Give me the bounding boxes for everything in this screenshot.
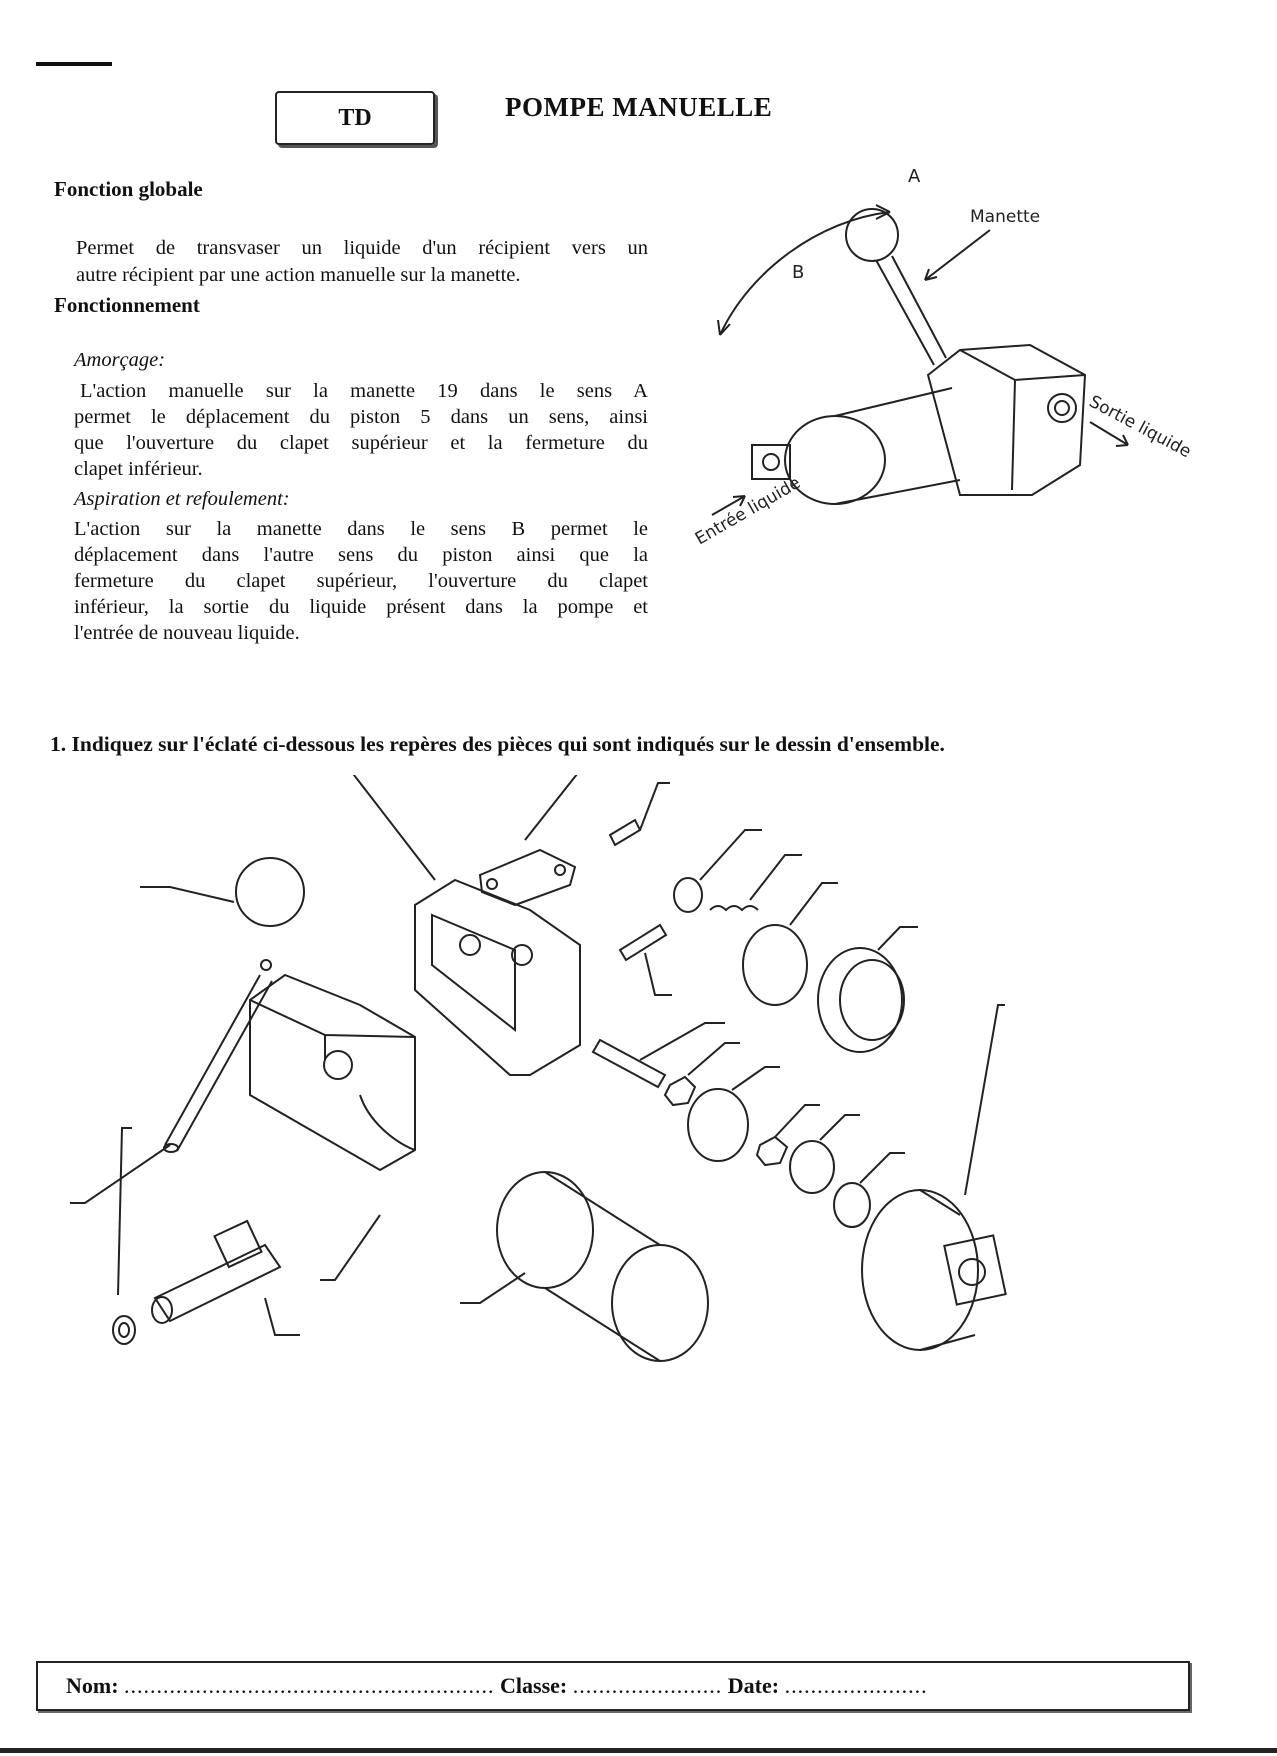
td-badge: TD [275,91,435,145]
amorcage-line: permet le déplacement du piston 5 dans un sens, ainsi [74,406,648,428]
bottom-rule [0,1748,1277,1753]
part-washer-left-hole [119,1323,129,1337]
part-end-cap-sides [920,1190,975,1350]
part-link-plate-hole [487,879,497,889]
outlet-port [1048,394,1076,422]
part-axle [155,1245,280,1321]
part-left-cover-edges [250,1000,415,1060]
fonction-globale-heading: Fonction globale [54,177,203,201]
amorcage-paragraph [74,378,648,482]
part-end-cap-hole [959,1259,985,1285]
label-manette: Manette [970,207,1041,227]
aspiration-line: inférieur, la sortie du liquide présent dans la pompe et [74,596,648,618]
aspiration-line: L'action sur la manette dans le sens B permet le [74,518,648,540]
part-spring [710,906,758,910]
part-left-cover-cutout [360,1095,415,1150]
leader-small-disc [860,1153,905,1183]
leader-nut [688,1043,740,1075]
part-pump-frame [415,880,580,1075]
aspiration-line: l'entrée de nouveau liquide. [74,622,300,644]
classe-field[interactable]: ....................... [572,1673,723,1698]
leader-circlip [820,1115,860,1140]
manette-leader [925,230,990,280]
part-small-disc [834,1183,870,1227]
part-lever-rod [165,975,272,1151]
leader-ball [140,887,234,902]
pump-body [928,345,1085,495]
leader-nut-2 [775,1105,820,1137]
leader-spring [750,855,802,900]
part-tube-sides [545,1172,660,1361]
cylinder-sides [835,388,960,504]
part-washer [674,878,702,912]
part-pump-frame-hole [460,935,480,955]
part-pump-frame-window [432,915,515,1030]
leader-pin-small [640,783,670,830]
fonctionnement-heading: Fonctionnement [54,293,200,317]
nom-field[interactable]: ......................................................... [124,1673,495,1698]
leader-pump-frame [280,775,435,880]
leader-axle [265,1298,300,1335]
leader-washer [700,830,762,880]
part-end-cap [862,1190,978,1350]
leader-tube [460,1273,525,1303]
leader-disc [732,1067,780,1090]
leader-screw [645,953,672,995]
part-ball [236,858,304,926]
leader-washer-left [118,1128,132,1295]
part-lever-rod-tip [261,960,271,970]
label-sortie: Sortie liquide [1085,391,1195,463]
part-pin-small [610,820,640,845]
part-nut-2 [757,1137,787,1165]
fonction-globale-line1: Permet de transvaser un liquide d'un récipient vers un [76,237,648,259]
part-tube-end [612,1245,708,1361]
handle-ball [846,209,898,261]
corner-dash [36,62,112,66]
nom-label: Nom: [66,1673,119,1698]
part-circlip [790,1141,834,1193]
amorcage-line: L'action manuelle sur la manette 19 dans le sens A [80,380,648,402]
aspiration-title: Aspiration et refoulement: [74,488,290,510]
exploded-view-figure [60,775,1210,1485]
date-field[interactable]: ...................... [784,1673,928,1698]
fonction-globale-line2: autre récipient par une action manuelle sur la manette. [76,264,521,286]
amorcage-line: que l'ouverture du clapet supérieur et la fermeture du [74,432,648,454]
part-left-cover-hole [324,1051,352,1079]
leader-o-ring [790,883,838,925]
label-entree: Entrée liquide [691,472,805,550]
part-link-plate [480,850,575,905]
part-disc [688,1089,748,1161]
part-link-plate-hole2 [555,865,565,875]
part-washer-left [113,1316,135,1344]
aspiration-line: déplacement dans l'autre sens du piston ainsi que la [74,544,648,566]
inlet-plug-hole [763,454,779,470]
leader-piston [878,927,918,950]
part-nut [665,1077,695,1105]
student-info-row [66,1673,928,1699]
part-o-ring [743,925,807,1005]
part-left-cover [250,975,415,1170]
amorcage-line: clapet inférieur. [74,458,203,480]
date-label: Date: [727,1673,780,1698]
pump-body-edges [960,350,1085,490]
part-axle-collar [215,1221,262,1267]
part-piston-face [840,960,904,1040]
rotation-arc [720,212,890,335]
aspiration-paragraph [74,516,648,646]
aspiration-line: fermeture du clapet supérieur, l'ouverture du clapet [74,570,648,592]
part-tube-start [497,1172,593,1288]
leader-end-cap [965,1005,1005,1195]
page-title: POMPE MANUELLE [505,92,773,122]
question-1: 1. Indiquez sur l'éclaté ci-dessous les repères des pièces qui sont indiqués sur le dessin d'ensemble. [50,732,945,756]
part-screw [620,925,666,960]
leader-left-cover [320,1215,380,1280]
outlet-port-inner [1055,401,1069,415]
classe-label: Classe: [500,1673,568,1698]
part-connecting-rod [593,1040,665,1087]
pump-assembly-figure [660,160,1220,580]
amorcage-title: Amorçage: [74,349,166,371]
leader-link-plate [525,775,615,840]
label-b: B [792,262,805,283]
label-a: A [908,166,921,187]
